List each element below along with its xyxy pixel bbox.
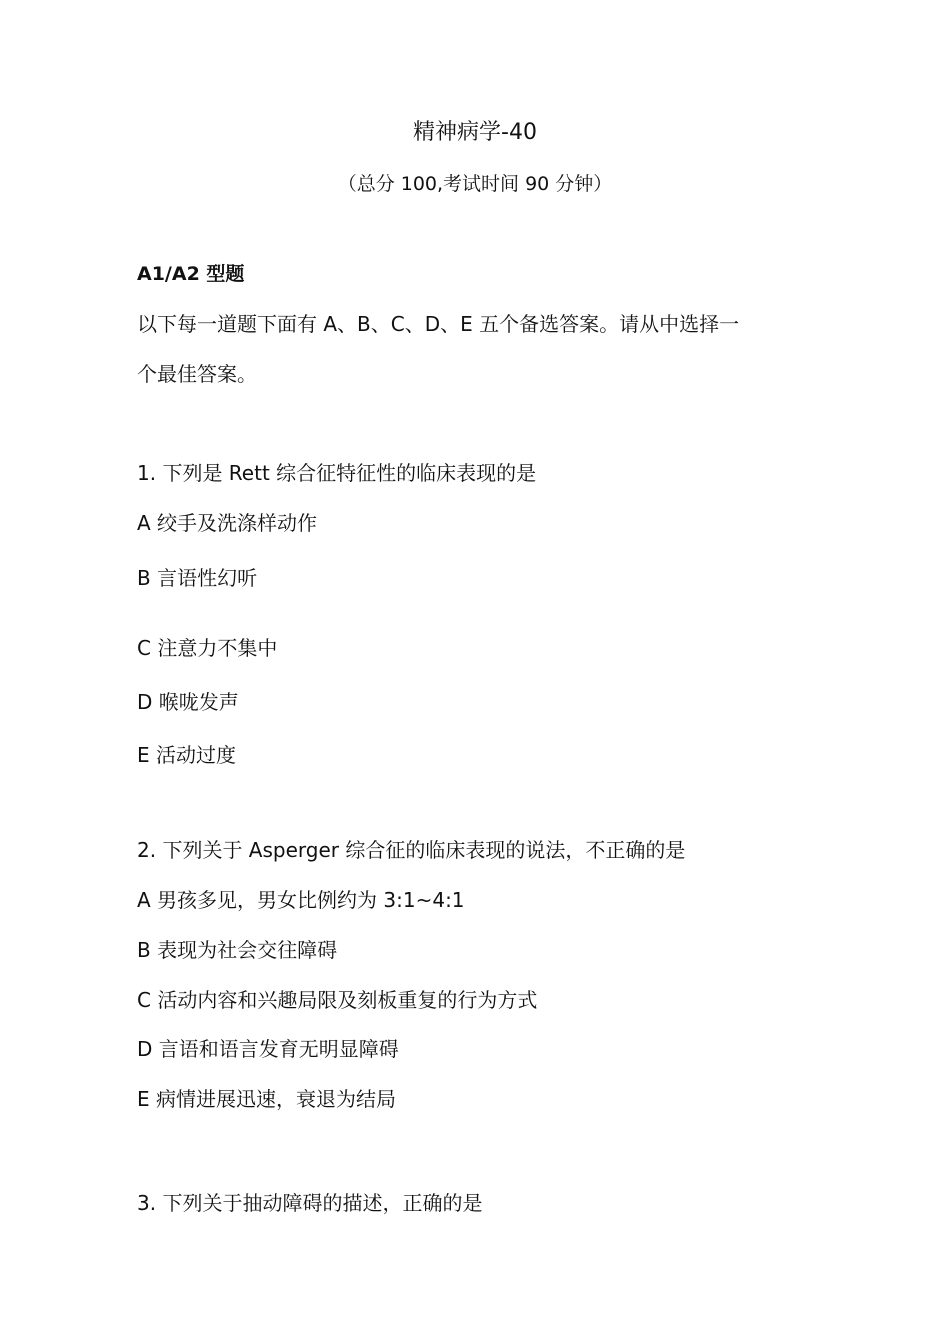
option-b: B 表现为社会交往障碍 bbox=[137, 938, 338, 962]
question-stem: 3. 下列关于抽动障碍的描述，正确的是 bbox=[137, 1191, 483, 1215]
exam-info: （总分 100,考试时间 90 分钟） bbox=[337, 173, 613, 195]
option-b: B 言语性幻听 bbox=[137, 566, 258, 590]
option-d: D 言语和语言发育无明显障碍 bbox=[137, 1037, 399, 1061]
page-title: 精神病学-40 bbox=[413, 120, 537, 145]
option-c: C 活动内容和兴趣局限及刻板重复的行为方式 bbox=[137, 988, 538, 1012]
question-stem: 1. 下列是 Rett 综合征特征性的临床表现的是 bbox=[137, 461, 537, 485]
option-a: A 男孩多见，男女比例约为 3:1~4:1 bbox=[137, 888, 465, 912]
option-d: D 喉咙发声 bbox=[137, 690, 239, 714]
section-instruction-line-1: 以下每一道题下面有 A、B、C、D、E 五个备选答案。请从中选择一 bbox=[137, 312, 740, 336]
question-stem: 2. 下列关于 Asperger 综合征的临床表现的说法，不正确的是 bbox=[137, 838, 686, 862]
option-e: E 病情进展迅速，衰退为结局 bbox=[137, 1087, 396, 1111]
section-instruction-line-2: 个最佳答案。 bbox=[137, 362, 257, 386]
option-c: C 注意力不集中 bbox=[137, 636, 278, 660]
section-heading: A1/A2 型题 bbox=[137, 263, 245, 285]
option-a: A 绞手及洗涤样动作 bbox=[137, 511, 318, 535]
option-e: E 活动过度 bbox=[137, 743, 236, 767]
